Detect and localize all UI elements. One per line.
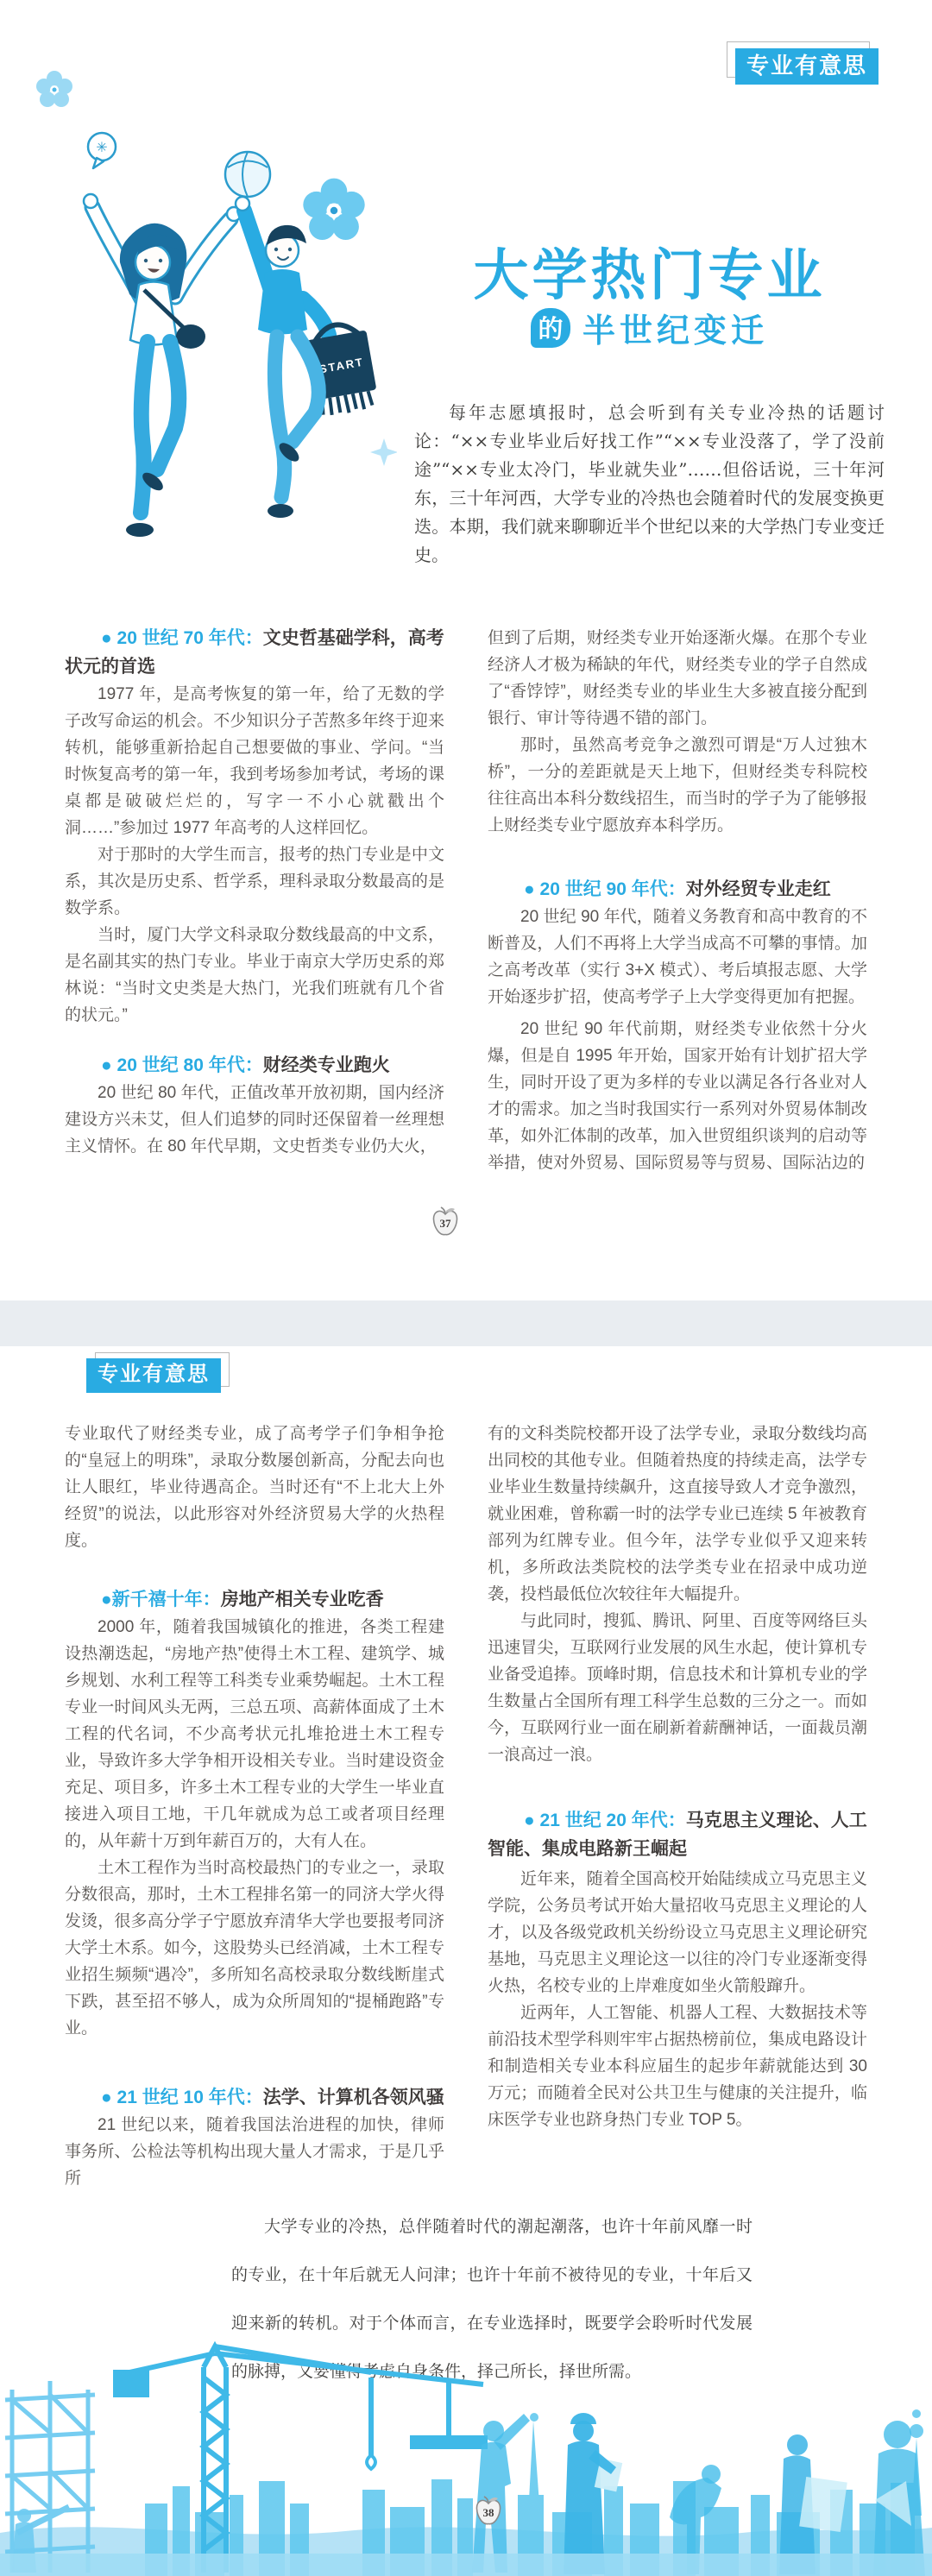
paragraph: 1977 年，是高考恢复的第一年，给了无数的学子改写命运的机会。不少知识分子苦熬多年终于迎来转机，能够重新拾起自己想要做的事业、学问。“当时恢复高考的第一年，我到考场参加考试，考场的课桌都是破破烂烂的，写字一不小心就戳出个洞……”参加过 1977 年高考的人这样回忆。 <box>65 685 444 837</box>
heading-era: ●新千禧十年： <box>101 1590 221 1609</box>
apple-page-number-icon <box>431 1205 459 1238</box>
heading-era: ● 20 世纪 80 年代： <box>101 1055 263 1075</box>
heading-title: 对外经贸专业走红 <box>685 879 831 899</box>
students-illustration <box>13 67 397 568</box>
paragraph: 20 世纪 80 年代，正值改革开放初期，国内经济建设方兴未艾，但人们追梦的同时还保留着一丝理想主义情怀。在 80 年代早期，文史哲类专业仍大火， <box>65 1084 444 1156</box>
heading-title: 财经类专业跑火 <box>262 1055 390 1075</box>
section-heading-80s <box>65 1051 444 1080</box>
page-38 <box>0 1346 932 2576</box>
heading-title: 法学、计算机各领风骚 <box>262 2088 444 2107</box>
page-title: 大学热门专业 <box>473 243 826 308</box>
page-number-value: 37 <box>439 1217 451 1230</box>
flower-icon <box>303 179 364 240</box>
section-badge <box>86 1358 221 1393</box>
sparkle-icon <box>370 438 397 466</box>
heading-title: 文史哲基础学科，高考状元的首选 <box>65 628 444 677</box>
paragraph: 20 世纪 90 年代，随着义务教育和高中教育的不断普及，人们不再将上大学当成高不可攀的事情。加之高考改革（实行 3+X 模式）、考后填报志愿、大学开始逐步扩招，使高考学子上大学变得更加有把握。 <box>488 908 867 1006</box>
heading-era: ● 21 世纪 10 年代： <box>101 2088 263 2107</box>
heading-title: 房地产相关专业吃香 <box>220 1590 384 1609</box>
badge-label: 专业有意思 <box>86 1358 221 1393</box>
column-left <box>65 1420 444 2192</box>
section-heading-2020s <box>488 1806 867 1863</box>
paragraph: 近两年，人工智能、机器人工程、大数据技术等前沿技术型学科则牢牢占据热榜前位，集成电路设计和制造相关专业本科应届生的起步年薪就能达到 30 万元；而随着全民对公共卫生与健康的关注提升，临床医学专业也跻身热门专业 TOP 5。 <box>488 2004 867 2129</box>
apple-page-number-icon <box>475 2494 502 2527</box>
paragraph: 但到了后期，财经类专业开始逐渐火爆。在那个专业经济人才极为稀缺的年代，财经类专业的学子自然成了“香饽饽”，财经类专业的毕业生大多被直接分配到银行、审计等待遇不错的部门。 <box>488 629 867 727</box>
paragraph: 那时，虽然高考竞争之激烈可谓是“万人过独木桥”，一分的差距就是天上地下，但财经类专科院校往往高出本科分数线招生，而当时的学子为了能够报上财经类专业宁愿放弃本科学历。 <box>488 736 867 835</box>
paragraph: 当时，厦门大学文科录取分数线最高的中文系，是名副其实的热门专业。毕业于南京大学历史系的郑林说：“当时文史类是大热门，光我们班就有几个省的状元。” <box>65 926 444 1024</box>
page-number <box>475 2494 502 2527</box>
section-heading-2000s <box>65 1585 444 1614</box>
column-right <box>488 1420 867 2133</box>
paragraph: 土木工程作为当时高校最热门的专业之一，录取分数很高，那时，土木工程排名第一的同济大学火得发烫，很多高分学子宁愿放弃清华大学也要报考同济大学土木系。如今，这股势头已经消减，土木工程专业招生频频“遇冷”，多所知名高校录取分数线断崖式下跌，甚至招不够人，成为众所周知的“提桶跑路”专业。 <box>65 1859 444 2037</box>
section-heading-90s <box>488 875 867 904</box>
flower-icon <box>36 71 72 107</box>
page-subtitle <box>414 304 885 351</box>
subtitle-particle: 的 <box>531 308 570 348</box>
column-right <box>488 625 867 1176</box>
paragraph: 对于那时的大学生而言，报考的热门专业是中文系，其次是历史系、哲学系，理科录取分数最高的是数学系。 <box>65 846 444 917</box>
girl-figure <box>84 194 241 537</box>
paragraph: 与此同时，搜狐、腾讯、阿里、百度等网络巨头迅速冒尖，互联网行业发展的风生水起，使计算机专业备受追捧。顶峰时期，信息技术和计算机专业的学生数量占全国所有理工科学生总数的三分之一。而如今，互联网行业一面在刷新着薪酬神话，一面裁员潮一浪高过一浪。 <box>488 1612 867 1764</box>
column-left <box>65 624 444 1160</box>
heading-era: ● 20 世纪 90 年代： <box>524 879 686 899</box>
paragraph: 有的文科类院校都开设了法学专业，录取分数线均高出同校的其他专业。但随着热度的持续走高，法学专业毕业生数量持续飙升，这直接导致人才竞争激烈，就业困难，曾称霸一时的法学专业已连续 5 年被教育部列为红牌专业。但今年，法学专业似乎又迎来转机，多所政法类院校的法学类专业在招录中成功逆袭，投档最低位次较往年大幅提升。 <box>488 1425 867 1603</box>
heading-title: 马克思主义理论、人工智能、集成电路新王崛起 <box>488 1811 867 1859</box>
worker-standing <box>873 2421 925 2576</box>
paragraph: 2000 年，随着我国城镇化的推进，各类工程建设热潮迭起，“房地产热”使得土木工程、建筑学、城乡规划、水利工程等工科类专业乘势崛起。土木工程专业一时间风头无两，三总五项、高薪体面成了土木工程的代名词，不少高考状元扎堆抢进土木工程专业，导致许多大学争相开设相关专业。当时建设资金充足、项目多，许多土木工程专业的大学生一毕业直接进入项目工地，干几年就成为总工或者项目经理的，从年薪十万到年薪百万的，大有人在。 <box>65 1618 444 1850</box>
heading-era: ● 21 世纪 20 年代： <box>524 1811 686 1830</box>
badge-label: 专业有意思 <box>735 48 878 85</box>
subtitle-text: 半世纪变迁 <box>582 311 768 350</box>
page-number-value: 38 <box>482 2506 494 2519</box>
page-number <box>431 1205 459 1238</box>
paragraph: 近年来，随着全国高校开始陆续成立马克思主义学院，公务员考试开始大量招收马克思主义理论的人才，以及各级党政机关纷纷设立马克思主义理论研究基地，马克思主义理论这一以往的冷门专业逐渐变得火热，名校专业的上岸难度如坐火箭般蹿升。 <box>488 1870 867 1995</box>
svg-text:✳: ✳ <box>96 141 108 155</box>
chat-bubble-icon <box>88 133 116 168</box>
closing-paragraph: 大学专业的冷热，总伴随着时代的潮起潮落，也许十年前风靡一时的专业，在十年后就无人问津；也许十年前不被待见的专业，十年后又迎来新的转机。对于个体而言，在专业选择时，既要学会聆听时代发展的脉搏，又要懂得考虑自身条件，择己所长，择世所需。 <box>231 2217 753 2381</box>
paragraph: 21 世纪以来，随着我国法治进程的加快，律师事务所、公检法等机构出现大量人才需求，于是几乎所 <box>65 2116 444 2188</box>
section-heading-70s <box>65 624 444 681</box>
section-badge <box>735 48 878 85</box>
section-heading-2010s <box>65 2083 444 2112</box>
paragraph: 20 世纪 90 年代前期，财经类专业依然十分火爆，但是自 1995 年开始，国家开始有计划扩招大学生，同时开设了更为多样的专业以满足各行各业对人才的需求。加之当时我国实行一系列对外贸易体制改革，如外汇体制的改革，加入世贸组织谈判的启动等举措，使对外贸易、国际贸易等与贸易、国际沾边的 <box>488 1020 867 1172</box>
intro-paragraph: 每年志愿填报时，总会听到有关专业冷热的话题讨论：“××专业毕业后好找工作”“××专业没落了，学了没前途”“××专业太冷门，毕业就失业”……但俗话说，三十年河东，三十年河西，大学专业的冷热也会随着时代的发展变换更迭。本期，我们就来聊聊近半个世纪以来的大学热门专业变迁史。 <box>414 402 885 565</box>
paragraph: 专业取代了财经类专业，成了高考学子们争相争抢的“皇冠上的明珠”，录取分数屡创新高，分配去向也让人眼红，毕业待遇高企。当时还有“不上北大上外经贸”的说法，以此形容对外经济贸易大学的火热程度。 <box>65 1425 444 1550</box>
heading-era: ● 20 世纪 70 年代： <box>101 628 263 648</box>
bag-text: START <box>318 355 366 376</box>
construction-illustration <box>0 2334 932 2576</box>
